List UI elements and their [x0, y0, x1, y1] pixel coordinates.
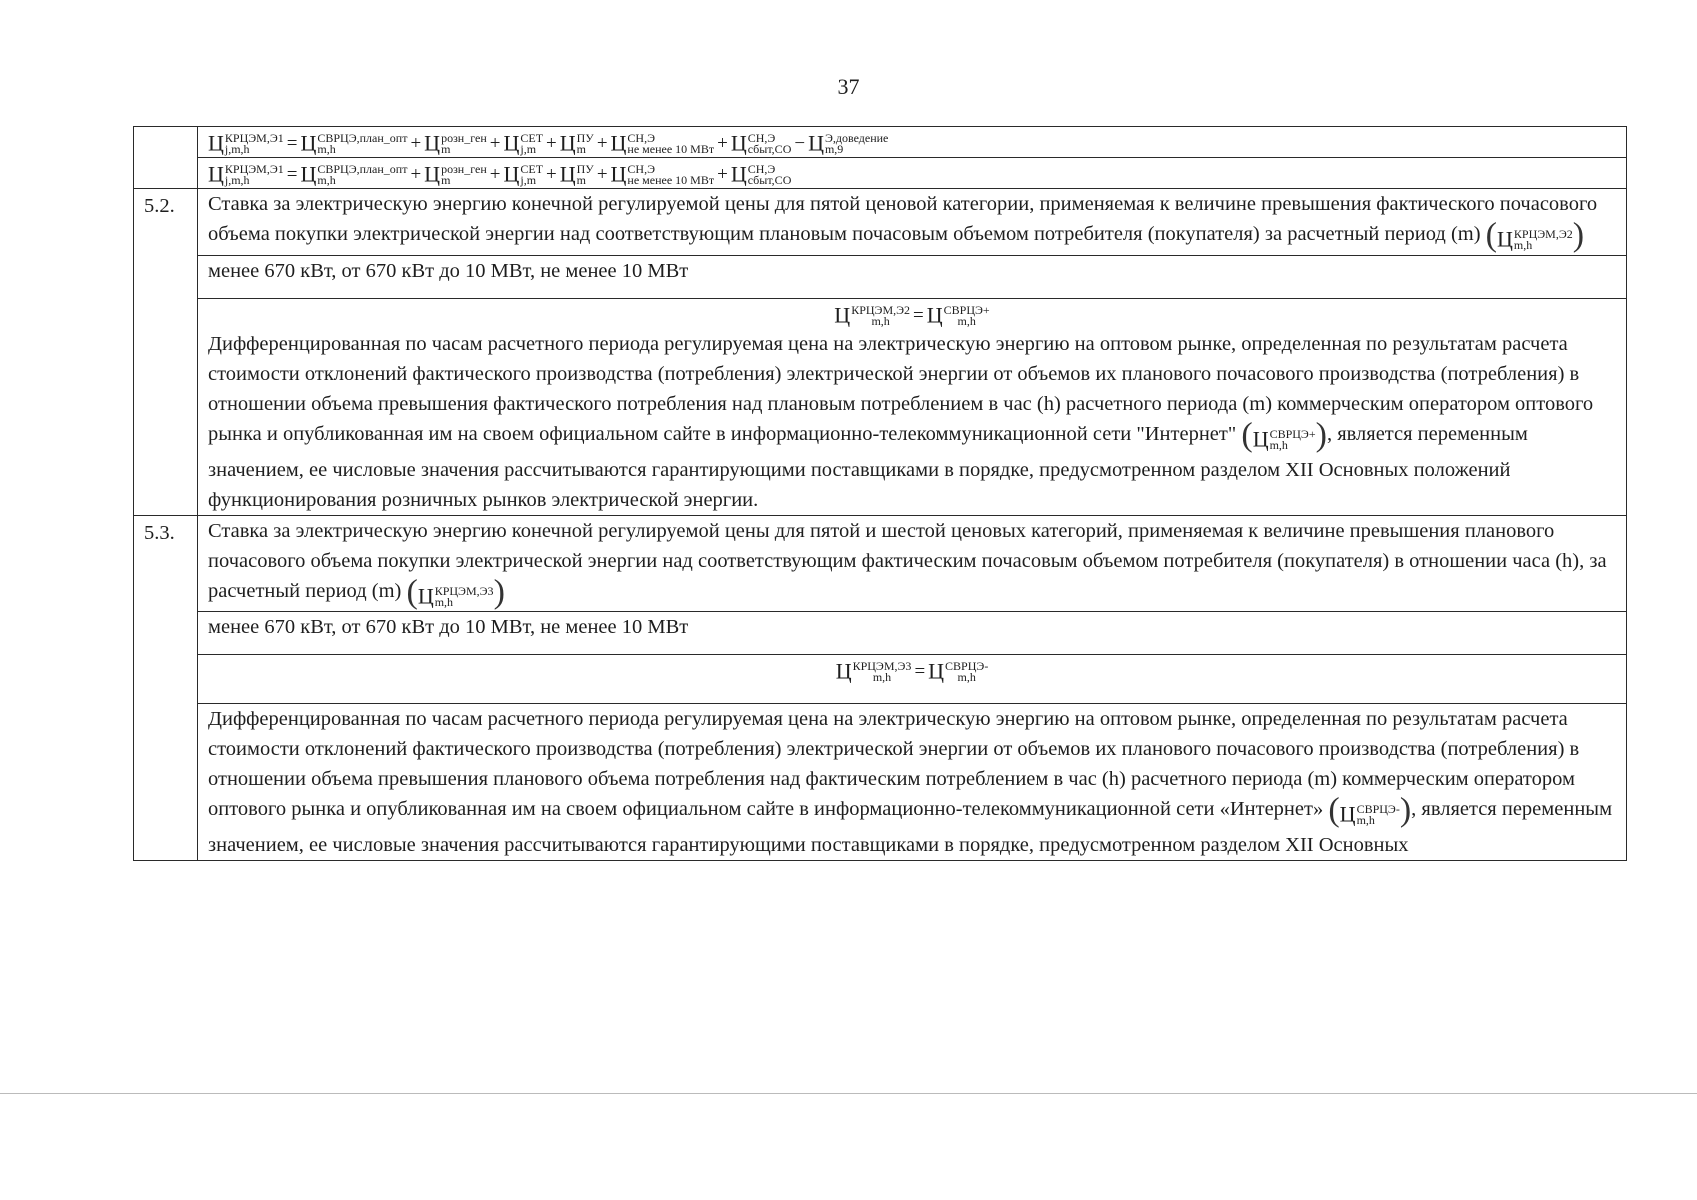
paren-open: (	[1241, 416, 1253, 454]
price-symbol: Ц СВРЦЭ,план_опт m,h	[300, 130, 408, 157]
description-symbol	[1253, 424, 1316, 455]
operator: +	[596, 163, 608, 185]
operator: =	[286, 132, 298, 154]
capacity-text: менее 670 кВт, от 670 кВт до 10 МВт, не менее 10 МВт	[198, 612, 1627, 655]
formula-row1	[208, 128, 888, 157]
operator: +	[410, 163, 422, 185]
price-symbol: Ц СЕТ j,m	[503, 161, 544, 188]
paren-close: )	[1315, 416, 1327, 454]
price-symbol: Ц СН,Э сбыт,СО	[730, 130, 792, 157]
price-symbol: Ц ПУ m	[559, 161, 594, 188]
paren-close: )	[1572, 216, 1585, 254]
paren-open: (	[406, 573, 418, 610]
price-symbol: Ц СВРЦЭ,план_опт m,h	[300, 161, 408, 188]
paren-close: )	[493, 573, 505, 610]
section-number: 5.3.	[134, 515, 198, 612]
operator: −	[794, 132, 806, 154]
paren-open: (	[1328, 791, 1340, 829]
price-symbol: Ц розн_ген m	[424, 161, 487, 188]
price-symbol: Ц СВРЦЭ+ m,h	[926, 302, 990, 329]
price-symbol: Ц КРЦЭМ,Э2 m,h	[834, 302, 911, 329]
price-symbol: Ц КРЦЭМ,Э3 m,h	[417, 583, 494, 609]
formula-cell	[198, 158, 1627, 189]
paren-open: (	[1485, 216, 1497, 254]
operator: =	[286, 163, 298, 185]
table-row	[134, 704, 1627, 861]
operator: +	[546, 163, 557, 185]
title-symbol	[1497, 224, 1573, 255]
description-text-end: , является переменным значением, ее числовые значения рассчитываются гарантирующими поставщиками в порядке, предусмотренном разделом XII Основных положений функционирования розничных рынков электрической энергии.	[208, 423, 1528, 511]
operator: =	[914, 660, 926, 682]
formula-row2	[208, 159, 791, 188]
section-title-text: Ставка за электрическую энергию конечной регулируемой цены для пятой и шестой ценовых категорий, применяемая к величине превышения планового почасового объема покупки электрической энергии над соответствующим фактическим почасовым объемом потребителя (покупателя) в отношении часа (h), за расчетный период (m)	[208, 519, 1607, 602]
description-text-end: , является переменным значением, ее числовые значения рассчитываются гарантирующими поставщиками в порядке, предусмотренном разделом XII Основных	[208, 798, 1613, 856]
operator: +	[717, 163, 728, 185]
section-5-3-title	[198, 515, 1627, 612]
section-5-2-title	[198, 189, 1627, 256]
price-symbol: Ц СН,Э не менее 10 МВт	[610, 130, 715, 157]
price-symbol: Ц СН,Э сбыт,СО	[730, 161, 792, 188]
section-number: 5.2.	[134, 189, 198, 256]
formula-5-2	[208, 299, 1616, 329]
section-title-text: Ставка за электрическую энергию конечной регулируемой цены для пятой ценовой категории, применяемая к величине превышения фактического почасового объема покупки электрической энергии над соответствующим плановым почасовым объемом потребителя (покупателя) за расчетный период (m)	[208, 193, 1598, 246]
table-row	[134, 655, 1627, 704]
table-row	[134, 127, 1627, 158]
price-symbol: Ц КРЦЭМ,Э2 m,h	[1497, 226, 1573, 253]
price-symbol: Ц СВРЦЭ- m,h	[928, 658, 989, 685]
price-symbol: Ц Э,доведение m,9	[808, 130, 889, 157]
operator: +	[410, 132, 422, 154]
price-symbol: Ц ПУ m	[559, 130, 594, 157]
description-text: Дифференцированная по часам расчетного периода регулируемая цена на электрическую энергию на оптовом рынке, определенная по результатам расчета стоимости отклонений фактического производства (потребления) электрической энергии от объемов их планового почасового производства (потребления) в отношении объема превышения фактического потребления над плановым потреблением в час (h) расчетного периода (m) коммерческим оператором оптового рынка и опубликованная им на своем официальном сайте в информационно-телекоммуникационной сети "Интернет"	[208, 333, 1594, 446]
page-bottom-rule	[0, 1093, 1697, 1094]
capacity-text: менее 670 кВт, от 670 кВт до 10 МВт, не менее 10 МВт	[198, 255, 1627, 298]
operator: +	[717, 132, 728, 154]
price-symbol: Ц СВРЦЭ- m,h	[1339, 801, 1400, 828]
title-symbol	[418, 581, 494, 612]
formula-5-3	[198, 655, 1627, 704]
paren-close: )	[1399, 791, 1412, 829]
page-number: 37	[837, 74, 860, 99]
operator: +	[546, 132, 557, 154]
table-row	[134, 515, 1627, 612]
operator: +	[489, 132, 501, 154]
description-clip	[208, 704, 1616, 860]
description-text: Дифференцированная по часам расчетного периода регулируемая цена на электрическую энергию на оптовом рынке, определенная по результатам расчета стоимости отклонений фактического производства (потребления) электрической энергии от объемов их планового почасового производства (потребления) в отношении объема превышения планового объема потребления над фактическим потреблением в час (h) расчетного периода (m) коммерческим оператором оптового рынка и опубликованная им на своем официальном сайте в информационно-телекоммуникационной сети «Интернет»	[208, 708, 1580, 821]
table-row	[134, 255, 1627, 298]
description-symbol	[1340, 799, 1400, 830]
operator: +	[596, 132, 608, 154]
table-row	[134, 158, 1627, 189]
row-number-cell	[134, 127, 198, 158]
operator: +	[489, 163, 501, 185]
formula-5-3-expr	[836, 656, 989, 685]
formula-5-2-expr	[834, 300, 989, 329]
formula-cell	[198, 127, 1627, 158]
section-5-2-body	[198, 298, 1627, 515]
table-row	[134, 298, 1627, 515]
regulation-table	[133, 126, 1627, 861]
section-5-3-body	[198, 704, 1627, 861]
price-symbol: Ц КРЦЭМ,Э1 j,m,h	[208, 161, 284, 188]
price-symbol: Ц розн_ген m	[424, 130, 487, 157]
operator: =	[913, 304, 924, 326]
price-symbol: Ц СЕТ j,m	[503, 130, 544, 157]
price-symbol: Ц СН,Э не менее 10 МВт	[610, 161, 715, 188]
price-symbol: Ц КРЦЭМ,Э1 j,m,h	[208, 130, 284, 157]
price-symbol: Ц СВРЦЭ+ m,h	[1252, 426, 1316, 453]
price-symbol: Ц КРЦЭМ,Э3 m,h	[835, 658, 912, 685]
row-number-cell	[134, 158, 198, 189]
table-row	[134, 189, 1627, 256]
table-row	[134, 612, 1627, 655]
